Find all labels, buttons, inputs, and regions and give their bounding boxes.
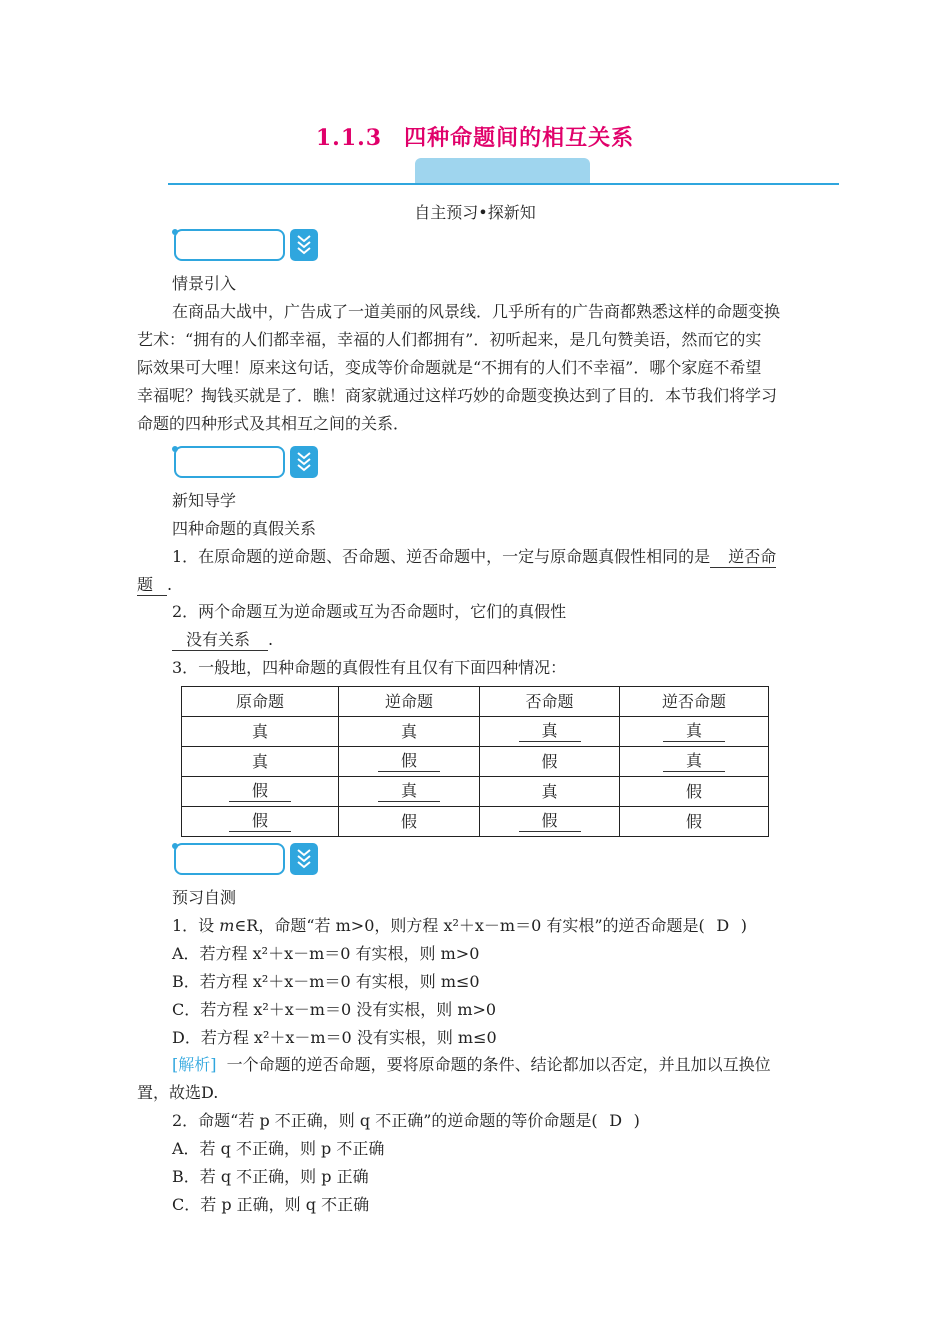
- table-cell: 假: [339, 807, 480, 837]
- double-chevron-down-icon: [290, 843, 318, 875]
- question-1-option-b: B．若方程 x²＋x－m＝0 有实根，则 m≤0: [172, 972, 480, 991]
- new-knowledge-heading: 新知导学: [172, 491, 237, 510]
- truth-table: [181, 686, 769, 837]
- table-cell: 假: [480, 807, 620, 837]
- table-header: 否命题: [480, 687, 620, 717]
- section-badge: [172, 446, 318, 480]
- double-chevron-down-icon: [290, 446, 318, 478]
- item-1-answer-cont: 题: [137, 575, 167, 596]
- double-chevron-down-icon: [290, 229, 318, 261]
- section-badge: [172, 843, 318, 877]
- table-cell: 假: [480, 747, 620, 777]
- intro-line-4: 幸福呢？掏钱买就是了．瞧！商家就通过这样巧妙的命题变换达到了目的．本节我们将学习: [137, 386, 778, 405]
- header-rule: [168, 183, 839, 185]
- section-number: 1.1.3: [315, 125, 383, 151]
- question-1-option-d: D．若方程 x²＋x－m＝0 没有实根，则 m≤0: [172, 1028, 497, 1047]
- table-row: [182, 747, 769, 777]
- table-header-row: [182, 687, 769, 717]
- table-cell: 假: [182, 807, 339, 837]
- intro-line-5: 命题的四种形式及其相互之间的关系．: [137, 414, 410, 433]
- table-row: [182, 717, 769, 747]
- table-cell: 真: [480, 777, 620, 807]
- question-1: 1．设 m∈R，命题“若 m>0，则方程 x²＋x－m＝0 有实根”的逆否命题是( D ): [172, 912, 747, 940]
- question-2-option-c: C．若 p 正确，则 q 不正确: [172, 1195, 370, 1214]
- question-1-option-c: C．若方程 x²＋x－m＝0 没有实根，则 m>0: [172, 1000, 497, 1019]
- self-test-heading: 预习自测: [172, 888, 237, 907]
- table-cell: 真: [339, 777, 480, 807]
- item-3: 3．一般地，四种命题的真假性有且仅有下面四种情况：: [172, 658, 567, 677]
- item-1-answer: 逆否命: [710, 547, 776, 568]
- table-cell: 假: [620, 777, 769, 807]
- section-badge: [172, 229, 318, 263]
- item-1-continued: 题 .: [137, 575, 173, 594]
- question-1-analysis: [解析] 一个命题的逆否命题，要将原命题的条件、结论都加以否定，并且加以互换位: [172, 1055, 771, 1074]
- item-2-answer-line: 没有关系 .: [172, 626, 273, 654]
- section-title: 四种命题间的相互关系: [404, 125, 635, 151]
- table-cell: 假: [339, 747, 480, 777]
- table-header: 逆命题: [339, 687, 480, 717]
- question-1-answer: D: [716, 916, 730, 935]
- item-2: 2．两个命题互为逆命题或互为否命题时，它们的真假性: [172, 602, 567, 621]
- question-2-option-a: A．若 q 不正确，则 p 不正确: [172, 1139, 385, 1158]
- question-2-answer: D: [609, 1111, 623, 1130]
- header-tab-decoration: [415, 158, 590, 184]
- intro-line-1: 在商品大战中，广告成了一道美丽的风景线．几乎所有的广告商都熟悉这样的命题变换: [172, 302, 781, 321]
- table-header: 原命题: [182, 687, 339, 717]
- page-title: [0, 121, 950, 152]
- item-2-answer: 没有关系: [172, 630, 268, 651]
- table-row: [182, 777, 769, 807]
- table-cell: 假: [182, 777, 339, 807]
- intro-line-3: 际效果可大哩！原来这句话，变成等价命题就是“不拥有的人们不幸福”．哪个家庭不希望: [137, 358, 762, 377]
- intro-heading: 情景引入: [172, 274, 237, 293]
- table-cell: 真: [182, 747, 339, 777]
- question-1-option-a: A．若方程 x²＋x－m＝0 有实根，则 m>0: [172, 944, 480, 963]
- table-row: [182, 807, 769, 837]
- question-2-option-b: B．若 q 不正确，则 p 正确: [172, 1167, 369, 1186]
- table-header: 逆否命题: [620, 687, 769, 717]
- question-2: 2．命题“若 p 不正确，则 q 不正确”的逆命题的等价命题是( D ): [172, 1107, 640, 1135]
- item-1: 1．在原命题的逆命题、否命题、逆否命题中，一定与原命题真假性相同的是 逆否命: [172, 547, 777, 566]
- table-cell: 假: [620, 807, 769, 837]
- table-cell: 真: [620, 717, 769, 747]
- section-header: 自主预习•探新知: [414, 203, 536, 222]
- table-cell: 真: [182, 717, 339, 747]
- analysis-label: [解析]: [172, 1055, 217, 1074]
- table-cell: 真: [480, 717, 620, 747]
- question-1-analysis-cont: 置，故选D.: [137, 1083, 219, 1102]
- table-cell: 真: [339, 717, 480, 747]
- new-knowledge-subheading: 四种命题的真假关系: [172, 519, 317, 538]
- table-cell: 真: [620, 747, 769, 777]
- intro-line-2: 艺术：“拥有的人们都幸福，幸福的人们都拥有”．初听起来，是几句赞美语，然而它的实: [137, 330, 762, 349]
